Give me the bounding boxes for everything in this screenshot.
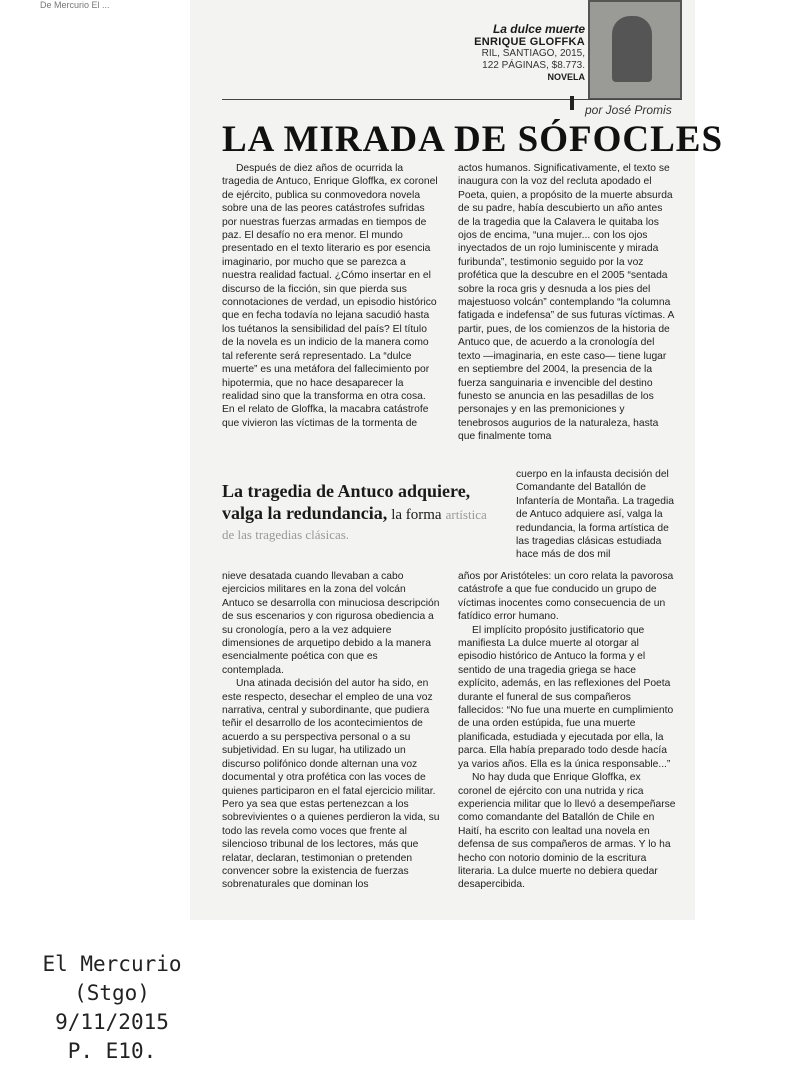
book-genre: NOVELA: [547, 72, 585, 82]
byline: por José Promis: [585, 103, 672, 117]
column-1-top: [222, 162, 440, 430]
page-header-note: De Mercurio El ...: [40, 0, 110, 10]
book-details-1: RIL, SANTIAGO, 2015,: [481, 48, 585, 59]
handwritten-line: P. E10.: [67, 1039, 157, 1063]
handwritten-line: El Mercurio: [42, 952, 182, 976]
paragraph: años por Aristóteles: un coro relata la pavorosa catástrofe a que fue conducido un grupo de víctimas inocentes como consecuencia de un fatídico error humano.: [458, 571, 674, 623]
paragraph: Después de diez años de ocurrida la tragedia de Antuco, Enrique Gloffka, ex coronel de ejército, publica su conmovedora novela sobre una de las peores catástrofes sufridas por nuestras fuerzas armadas en tiempos de paz. El desafío no era menor. El mundo presentado en el texto literario es por esencia imaginario, por mucho que se parezca a nuestra realidad factual. ¿Cómo insertar en el discurso de la ficción, sin que pierda sus connotaciones de verdad, un episodio histórico que en fecha todavía no lejana sacudió hasta los tuétanos la sensibilidad del país? El título de la novela es un indicio de la manera como tal referente será representado. La “dulce muerte” es una metáfora del fallecimiento por hipotermia, que no hace desaparecer la realidad sino que la transforma en otra cosa. En el relato de Gloffka, la macabra catástrofe que vivieron las víctimas de la tormenta de: [222, 163, 438, 429]
pull-quote: [222, 480, 502, 545]
book-details-2: 122 PÁGINAS, $8.773.: [482, 60, 585, 71]
paragraph: Una atinada decisión del autor ha sido, en este respecto, desechar el empleo de una voz narrativa, central y subordinante, que pudiera teñir el desarrollo de los acontecimientos de acuerdo a su perspectiva personal o a su subjetividad. En su lugar, ha utilizado un discurso polifónico donde alternan una voz documental y otra profética con las voces de quienes participaron en el fatal ejercicio militar. Pero ya sea que estas pertenezcan a los sobrevivientes o a quienes perdieron la vida, su todo las revela como voces que frente al silencioso tribunal de los lectores, más que relatar, declaran, testimonian o pretenden convencer sobre la existencia de fuerzas sobrenaturales que dominan los: [222, 678, 440, 891]
column-2-bottom: [458, 570, 676, 892]
header-rule: [222, 99, 682, 100]
column-2-middle: [516, 468, 676, 562]
pull-quote-normal: la forma: [391, 507, 442, 523]
paragraph: nieve desatada cuando llevaban a cabo ejercicios militares en la zona del volcán Antuco se desarrolla con minuciosa descripción de sus escenarios y con rigurosa obediencia a su cronología, pero a la vez adquiere dimensiones de arquetipo debido a la manera esencialmente poética con que es contemplada.: [222, 571, 440, 676]
headline: LA MIRADA DE SÓFOCLES: [222, 119, 724, 160]
book-info: [400, 22, 585, 82]
handwritten-note: [32, 950, 192, 1066]
column-2-top: [458, 162, 676, 444]
paragraph: No hay duda que Enrique Gloffka, ex coronel de ejército con una nutrida y rica experiencia militar que lo llevó a desempeñarse como comandante del Batallón de Chile en Haití, ha escrito con lealtad una novela en defensa de sus compañeros de armas. Y lo ha hecho con notorio dominio de la escritura literaria. La dulce muerte no debiera quedar desapercibida.: [458, 772, 676, 891]
book-title: La dulce muerte: [492, 22, 585, 36]
paragraph: El implícito propósito justificatorio que manifiesta La dulce muerte al otorgar al episodio histórico de Antuco la forma y el sentido de una tragedia griega se hace explícito, además, en las reflexiones del Poeta durante el funeral de sus compañeros fallecidos: “No fue una muerte en cumplimiento de una orden estúpida, fue una muerte planificada, estudiada y ejecutada por ella, la parca. Ella había preparado todo desde hacía ya varios años. Ella es la única responsable...”: [458, 624, 674, 770]
pull-quote-bold: La tragedia de Antuco adquiere, valga la redundancia,: [222, 481, 471, 523]
rule-tick: [570, 96, 574, 110]
book-author: ENRIQUE GLOFFKA: [474, 36, 585, 48]
paragraph: actos humanos. Significativamente, el texto se inaugura con la voz del recluta apodado el Poeta, quien, a propósito de la muerte absurda de su padre, había descubierto un año antes de la tragedia que la Calavera le quitaba los ojos de encima, “una mujer... con los ojos inyectados de un rojo luminiscente y mirada furibunda”, testimonio seguido por la voz profética que la descubre en el 2005 “sentada sobre la roca gris y desnuda a los pies del majestuoso volcán” contemplando “la columna fatigada e indefensa” de sus futuras víctimas. A partir, pues, de los comienzos de la historia de Antuco que, de acuerdo a la cronología del texto —imaginaria, en este caso— tiene lugar en septiembre del 2004, la presencia de la fuerza sanguinaria e invencible del destino funesto se anuncia en las pesadillas de los personajes y en las premoniciones y tenebrosos augurios de la naturaleza, hasta que finalmente toma: [458, 163, 674, 443]
column-1-bottom: [222, 570, 440, 892]
handwritten-line: (Stgo): [74, 981, 150, 1005]
paragraph: cuerpo en la infausta decisión del Comandante del Batallón de Infantería de Montaña. La tragedia de Antuco adquiere así, valga la redundancia, la forma artística de las tragedias clásicas estudiada hace más de dos mil: [516, 469, 674, 561]
book-cover-image: [588, 0, 682, 100]
cover-figure: [612, 16, 652, 82]
pull-quote-light: artística de las tragedias clásicas.: [222, 507, 487, 542]
handwritten-line: 9/11/2015: [55, 1010, 169, 1034]
